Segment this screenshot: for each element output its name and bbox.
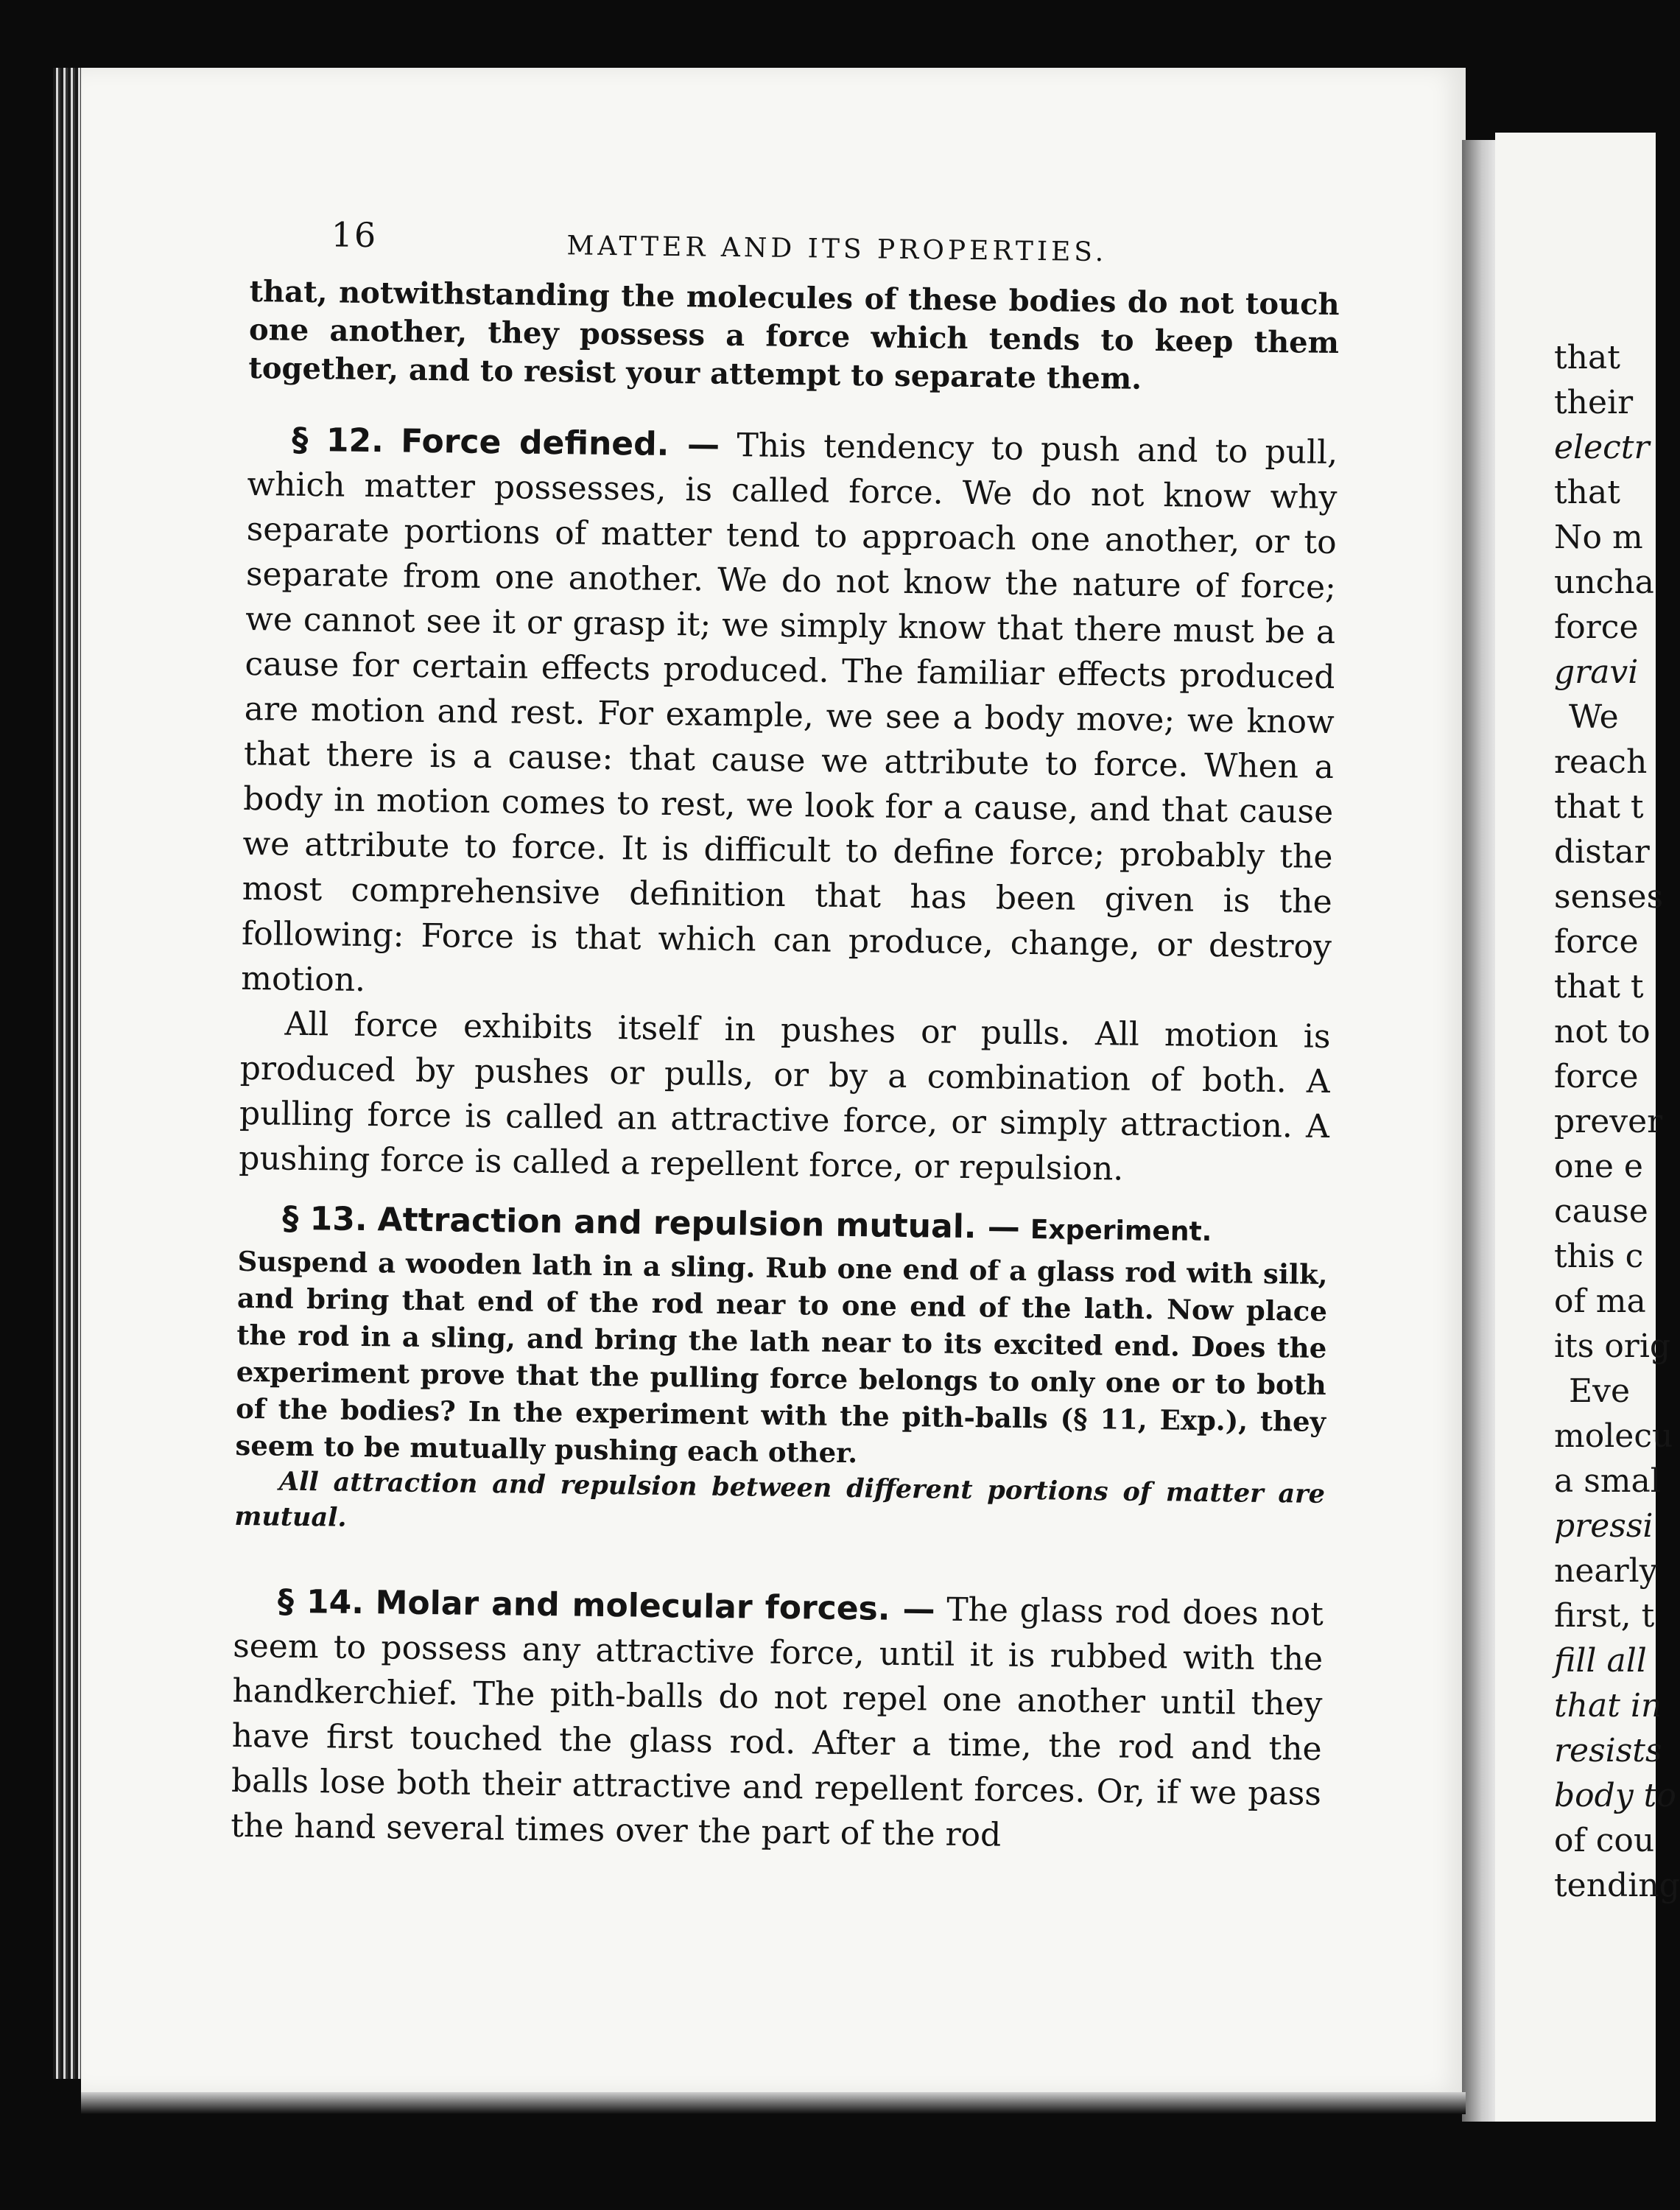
- facing-page-line: distar: [1554, 833, 1650, 871]
- section-14-paragraph-1: [231, 1579, 1324, 1862]
- facing-page-text: [1554, 335, 1680, 1908]
- facing-page-line: force: [1554, 608, 1639, 646]
- facing-page-line: of cou: [1554, 1822, 1655, 1859]
- continuation-paragraph: that, notwithstanding the molecules of these bodies do not touch one another, they possess a force which tends to keep them together, and to resist your attempt to separate them.: [248, 273, 1340, 396]
- section-12-paragraph-2: All force exhibits itself in pushes or pulls. All motion is produced by pushes or pulls, or by a combination of both. A pulling force is called an attractive force, or simply attraction. A pushing force is called a repellent force, or repulsion.: [239, 1005, 1331, 1188]
- section-12-paragraph-1: [241, 417, 1338, 1014]
- facing-page-line: force: [1554, 923, 1639, 961]
- facing-page-line: pressi: [1554, 1507, 1653, 1545]
- facing-page-line: Eve: [1569, 1372, 1631, 1410]
- facing-page-line: fill all: [1554, 1642, 1647, 1680]
- facing-page-line: that: [1554, 474, 1620, 511]
- section-14-number: § 14.: [277, 1582, 365, 1622]
- page-body: [231, 214, 1340, 1862]
- page-bottom-shadow: [81, 2092, 1466, 2114]
- facing-page-line: a smal: [1554, 1462, 1661, 1500]
- facing-page-line: nearly: [1554, 1552, 1658, 1590]
- facing-page-line: their: [1554, 384, 1634, 421]
- facing-page-line: that t: [1554, 968, 1644, 1006]
- facing-page-line: We: [1569, 698, 1619, 736]
- facing-page-line: molecu: [1554, 1417, 1673, 1455]
- running-title: MATTER AND ITS PROPERTIES.: [566, 231, 1108, 268]
- section-13-experiment: Suspend a wooden lath in a sling. Rub one end of a glass rod with silk, and bring that end of the rod near to one end of the lath. Now place the rod in a sling, and bring the lath near to its excited end. Does the experiment prove that the pulling force belongs to only one or to both of the bodies? In the experiment with the pith-balls (§ 11, Exp.), they seem to be mutually pushing each other.: [235, 1244, 1328, 1470]
- facing-page-line: senses: [1554, 878, 1664, 916]
- section-12-text: This tendency to push and to pull, which matter possesses, is called force. We do not know why separate portions of matter tend to approach one another, or to separate from one another. We do not know the nature of force; we cannot see it or grasp it; we simply know that there must be a cause for certain effects produced. The familiar effects produced are motion and rest. For example, we see a body move; we know that there is a cause: that cause we attribute to force. When a body in motion comes to rest, we look for a cause, and that cause we attribute to force. It is difficult to define force; probably the most comprehensive definition that has been given is the following: Force is that which can produce, change, or destroy motion.: [241, 427, 1338, 999]
- facing-page-line: of ma: [1554, 1283, 1646, 1320]
- section-12-number: § 12.: [291, 421, 384, 460]
- facing-page-line: force: [1554, 1058, 1639, 1095]
- facing-page-line: this c: [1554, 1238, 1644, 1275]
- facing-page-line: that in: [1554, 1687, 1662, 1725]
- book-gutter: [1462, 140, 1495, 2122]
- facing-page-line: tending: [1554, 1867, 1680, 1904]
- facing-page-line: electr: [1554, 429, 1650, 466]
- facing-page-line: resists: [1554, 1732, 1662, 1769]
- facing-page-line: prever: [1554, 1103, 1663, 1140]
- facing-page-line: its orig: [1554, 1327, 1671, 1365]
- facing-page-line: reach: [1554, 743, 1648, 781]
- facing-page-line: body to: [1554, 1777, 1676, 1814]
- section-13-title: Attraction and repulsion mutual. —: [377, 1201, 1021, 1246]
- section-14-title: Molar and molecular forces. —: [375, 1584, 935, 1629]
- facing-page-line: one e: [1554, 1148, 1643, 1185]
- facing-page-line: No m: [1554, 519, 1643, 556]
- facing-page-line: cause: [1554, 1193, 1648, 1230]
- section-13-number: § 13.: [282, 1199, 368, 1239]
- facing-page-line: that t: [1554, 788, 1644, 826]
- experiment-label: Experiment.: [1030, 1215, 1212, 1248]
- facing-page-line: first, t: [1554, 1597, 1655, 1635]
- section-12-title: Force defined. —: [400, 422, 720, 464]
- facing-page-line: that: [1554, 339, 1620, 376]
- facing-page-line: gravi: [1554, 653, 1639, 691]
- facing-page-line: not to: [1554, 1013, 1651, 1050]
- facing-page-line: uncha: [1554, 564, 1654, 601]
- running-head: [331, 214, 1340, 286]
- section-13-conclusion: All attraction and repulsion between different portions of matter are mutual.: [234, 1466, 1326, 1533]
- section-14-text: The glass rod does not seem to possess any attractive force, until it is rubbed with the handkerchief. The pith-balls do not repel one another until they have first touched the glass rod. After a time, the rod and the balls lose both their attractive and repellent forces. Or, if we pass the hand several times over the part of the rod: [230, 1590, 1324, 1854]
- page-number: 16: [331, 214, 378, 256]
